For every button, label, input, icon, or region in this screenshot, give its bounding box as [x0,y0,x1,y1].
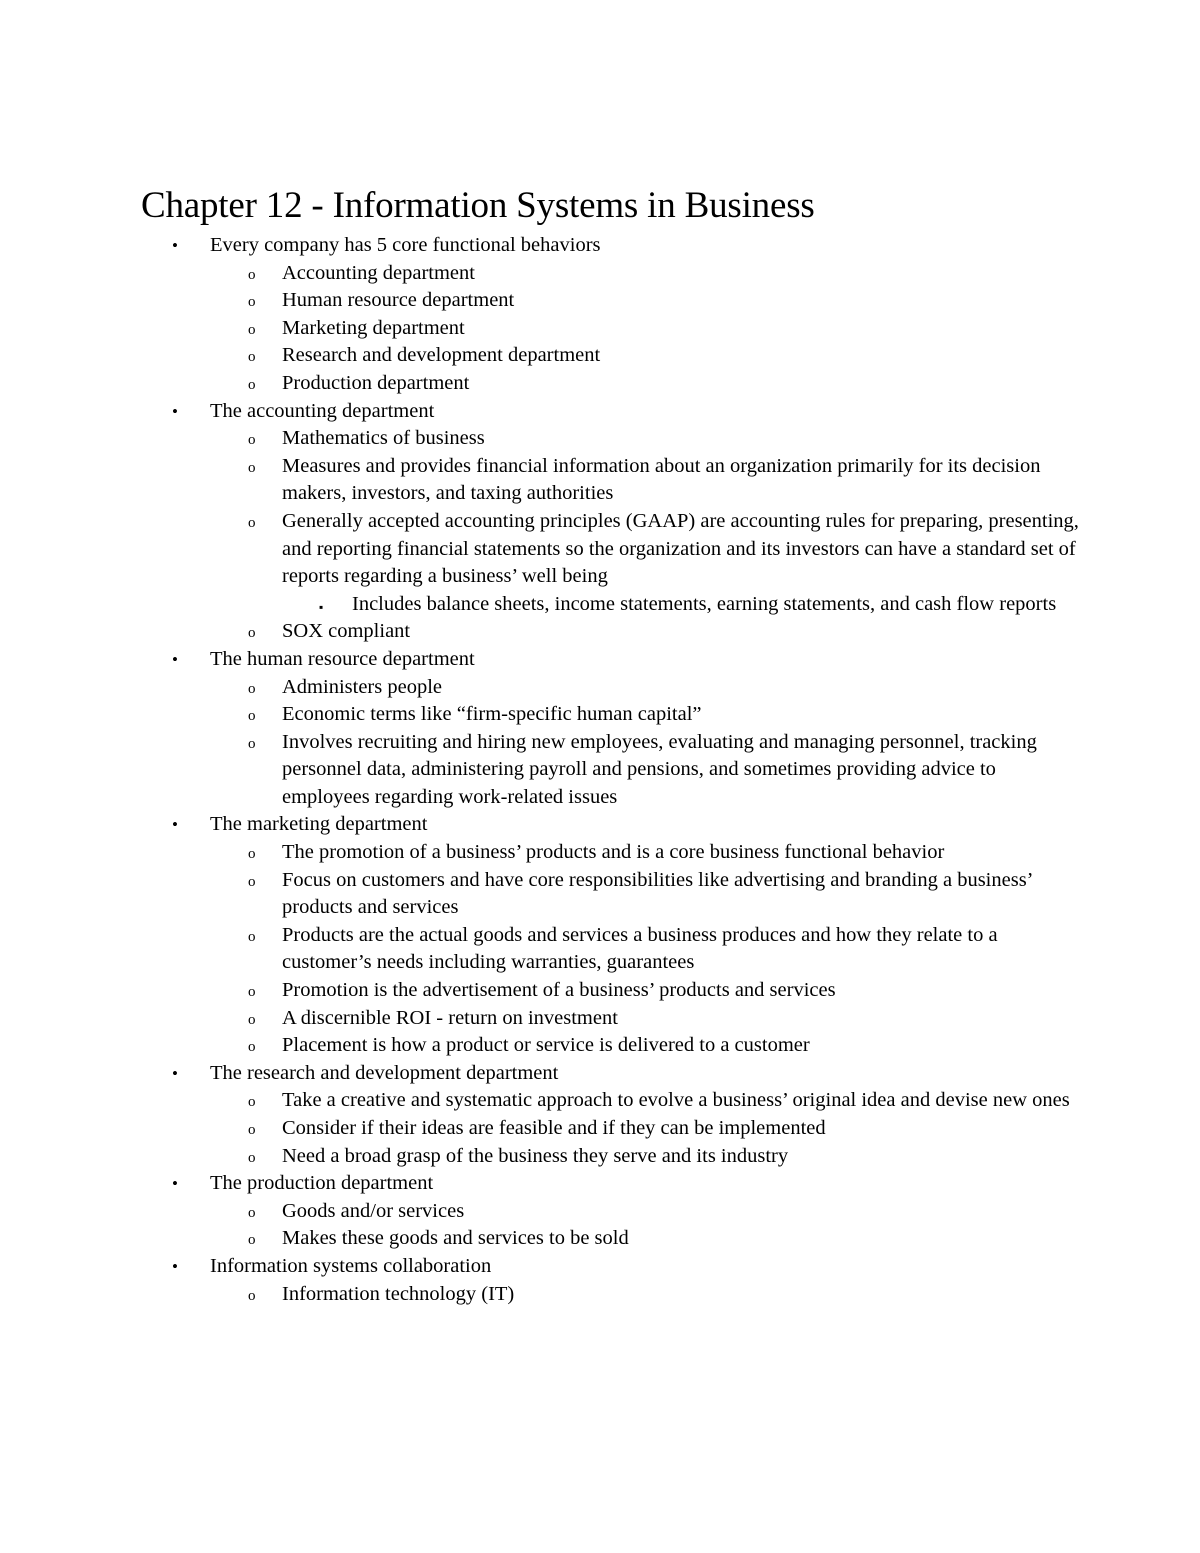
bullet-marker: o [248,459,256,476]
bullet-marker: • [172,1174,178,1194]
list-item-level-3 [141,591,1081,619]
list-item-level-2 [141,370,1081,398]
list-item-text: Products are the actual goods and services a business produces and how they relate to a customer’s needs including warranties, guarantees [282,923,998,974]
list-item-level-2 [141,1115,1081,1143]
list-item-text: Goods and/or services [282,1199,465,1222]
list-item-level-2 [141,1281,1081,1309]
bullet-marker: • [172,401,178,421]
list-item-text: Need a broad grasp of the business they serve and its industry [282,1144,789,1167]
list-item-level-2 [141,701,1081,729]
bullet-marker: • [172,815,178,835]
list-item-text: The marketing department [210,813,428,836]
list-item-level-2 [141,1087,1081,1115]
list-item-level-2 [141,508,1081,591]
bullet-marker: o [248,376,256,393]
list-item-level-1 [141,1060,1081,1088]
list-item-text: Economic terms like “firm-specific human capital” [282,703,702,726]
bullet-marker: o [248,928,256,945]
list-item-level-2 [141,618,1081,646]
list-item-text: Placement is how a product or service is delivered to a customer [282,1034,810,1057]
bullet-marker: o [248,266,256,283]
list-item-level-2 [141,674,1081,702]
bullet-marker: o [248,1287,256,1304]
list-item-level-2 [141,839,1081,867]
bullet-marker: o [248,625,256,642]
bullet-marker: o [248,321,256,338]
bullet-marker: o [248,1094,256,1111]
list-item-level-2 [141,922,1081,977]
list-item-level-2 [141,342,1081,370]
bullet-marker: • [172,1063,178,1083]
bullet-marker: o [248,1204,256,1221]
list-item-text: Production department [282,371,470,394]
list-item-level-2 [141,1225,1081,1253]
bullet-marker: • [172,236,178,255]
bullet-marker: o [248,1149,256,1166]
bullet-marker: • [172,649,178,669]
list-item-text: Focus on customers and have core responsibilities like advertising and branding a business’ products and services [282,868,1032,919]
list-item-level-2 [141,729,1081,812]
list-item-text: The human resource department [210,647,475,670]
list-item-text: Administers people [282,675,442,698]
bullet-marker: o [248,432,256,449]
list-item-text: Take a creative and systematic approach to evolve a business’ original idea and devise new ones [282,1089,1070,1112]
bullet-marker: ▪ [319,599,324,614]
list-item-level-2 [141,1005,1081,1033]
list-item-text: The promotion of a business’ products and is a core business functional behavior [282,841,945,864]
list-item-text: A discernible ROI - return on investment [282,1006,618,1029]
list-item-text: Information systems collaboration [210,1254,492,1277]
list-item-level-2 [141,977,1081,1005]
bullet-marker: o [248,514,256,531]
list-item-text: Measures and provides financial information about an organization primarily for its decision makers, investors, and taxing authorities [282,454,1041,505]
list-item-level-2 [141,315,1081,343]
list-item-level-2 [141,1032,1081,1060]
list-item-text: Consider if their ideas are feasible and if they can be implemented [282,1117,826,1139]
page-title: Chapter 12 - Information Systems in Business [141,185,815,226]
list-item-text: Research and development department [282,344,601,367]
list-item-level-1 [141,1170,1081,1198]
document-page [141,184,1081,1308]
list-item-text: The accounting department [210,399,435,422]
list-item-text: Promotion is the advertisement of a business’ products and services [282,979,836,1002]
bullet-marker: o [248,708,256,725]
bullet-marker: o [248,735,256,752]
list-item-text: Every company has 5 core functional behaviors [210,234,601,256]
list-item-level-2 [141,1198,1081,1226]
list-item-level-1 [141,398,1081,426]
bullet-marker: o [248,873,256,890]
bullet-marker: o [248,294,256,311]
list-item-text: Mathematics of business [282,427,485,450]
list-item-level-1 [141,811,1081,839]
list-item-level-2 [141,453,1081,508]
list-item-text: SOX compliant [282,620,411,643]
list-item-text: Includes balance sheets, income statements, earning statements, and cash flow reports [352,592,1057,615]
list-item-text: Human resource department [282,289,515,312]
bullet-marker: o [248,1039,256,1056]
list-item-level-2 [141,425,1081,453]
list-item-text: Generally accepted accounting principles (GAAP) are accounting rules for preparing, presenting, and reporting financial statements so the organization and its investors can have a standard set of reports regarding a business’ well being [282,509,1079,588]
list-item-text: Accounting department [282,261,475,284]
list-item-text: The research and development department [210,1061,559,1084]
list-item-level-1 [141,646,1081,674]
list-item-level-2 [141,1143,1081,1171]
bullet-marker: o [248,349,256,366]
list-item-text: Makes these goods and services to be sold [282,1227,629,1250]
list-item-level-2 [141,260,1081,288]
list-item-level-2 [141,287,1081,315]
list-item-level-1 [141,1253,1081,1281]
bullet-marker: o [248,846,256,863]
list-item-level-1 [141,232,1081,260]
bullet-marker: o [248,1122,256,1138]
bullet-marker: o [248,984,256,1001]
outline-list [141,232,1081,1308]
list-item-text: The production department [210,1172,434,1195]
bullet-marker: o [248,680,256,697]
list-item-level-2 [141,867,1081,922]
bullet-marker: o [248,1011,256,1028]
bullet-marker: • [172,1256,178,1276]
bullet-marker: o [248,1232,256,1249]
list-item-text: Information technology (IT) [282,1282,515,1305]
list-item-text: Marketing department [282,316,465,339]
list-item-text: Involves recruiting and hiring new employees, evaluating and managing personnel, tracking personnel data, administering payroll and pensions, and sometimes providing advice to employees regarding work-related issues [282,730,1037,808]
